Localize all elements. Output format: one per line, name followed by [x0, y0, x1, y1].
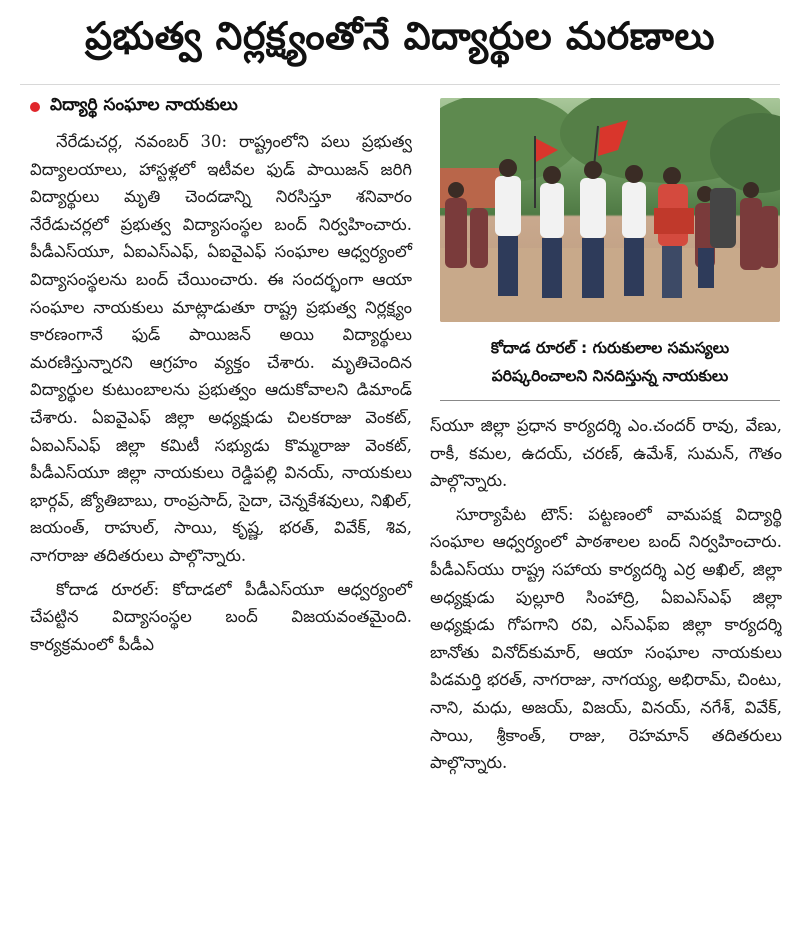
bullet-icon: [30, 102, 40, 112]
right-column: [430, 412, 782, 777]
protest-photo-icon: [440, 98, 780, 322]
headline-divider: [20, 84, 780, 85]
photo-caption: [440, 334, 780, 390]
article-paragraph: సూర్యాపేట టౌన్: పట్టణంలో వామపక్ష విద్యార్థి సంఘాల ఆధ్వర్యంలో పాఠశాలల బంద్ నిర్వహించారు. పీడీఎస్‌యు రాష్ట్ర సహాయ కార్యదర్శి ఎర్ర అఖిల్, జిల్లా అధ్యక్షుడు పుల్లూరి సింహాద్రి, ఏఐఎస్ఎఫ్ జిల్లా అధ్యక్షుడు గోపగాని రవి, ఎస్ఎఫ్ఐ జిల్లా కార్యదర్శి బానోతు వినోద్‌కుమార్, ఆయా సంఘాల నాయకులు పిడమర్తి భరత్, నాగరాజు, నాగయ్య, అభిరామ్, చింటు, నాని, మధు, అజయ్, విజయ్, వినయ్, నగేశ్, వివేక్, సాయి, శ్రీకాంత్, రాజు, రెహమాన్ తదితరులు పాల్గొన్నారు.: [430, 504, 782, 773]
left-column: [30, 128, 412, 658]
subheading: [30, 94, 410, 120]
caption-line: కోదాడ రూరల్ : గురుకులాల సమస్యలు: [490, 339, 730, 357]
news-photo: [440, 98, 780, 322]
caption-line: పరిష్కరించాలని నినదిస్తున్న నాయకులు: [491, 367, 729, 385]
article-paragraph: స్‌యూ జిల్లా ప్రధాన కార్యదర్శి ఎం.చందర్ రావు, వేణు, రాకీ, కమల, ఉదయ్, చరణ్, ఉమేశ్, సుమన్, గౌతం పాల్గొన్నారు.: [430, 416, 782, 491]
caption-divider: [440, 400, 780, 401]
article-paragraph: నేరేడుచర్ల, నవంబర్ 30: రాష్ట్రంలోని పలు ప్రభుత్వ విద్యాలయాలు, హాస్టళ్లలో ఇటీవల ఫుడ్ పాయిజన్ జరిగి విద్యార్థులు మృతి చెందడాన్ని నిరసిస్తూ శనివారం నేరేడుచర్లలో ప్రభుత్వ విద్యాసంస్థల బంద్ నిర్వహించారు. పీడీఎస్‌యూ, ఏఐఎస్ఎఫ్, ఏఐవైఎఫ్ సంఘాల ఆధ్వర్యంలో విద్యాసంస్థలను బంద్ చేయించారు. ఈ సందర్భంగా ఆయా సంఘాల నాయకులు మాట్లాడుతూ రాష్ట్ర ప్రభుత్వ నిర్లక్ష్యం కారణంగానే ఫుడ్ పాయిజన్ అయి విద్యార్థులు మరణిస్తున్నారని ఆగ్రహం వ్యక్తం చేశారు. మృతిచెందిన విద్యార్థుల కుటుంబాలను ప్రభుత్వం ఆదుకోవాలని డిమాండ్ చేశారు. ఏఐవైఎఫ్ జిల్లా అధ్యక్షుడు చిలకరాజు వెంకట్, ఏఐఎస్ఎఫ్ జిల్లా కమిటీ సభ్యుడు కొమ్మరాజు వెంకట్, పీడీఎస్‌యూ జిల్లా నాయకులు రెడ్డిపల్లి వినయ్, నాయకులు భార్గవ్, జ్యోతిబాబు, రాంప్రసాద్, సైదా, చెన్నకేశవులు, నిఖిల్, జయంత్, రాహుల్, సాయి, కృష్ణ, భరత్, వివేక్, శివ, నాగరాజు తదితరులు పాల్గొన్నారు.: [30, 132, 412, 565]
headline: ప్రభుత్వ నిర్లక్ష్యంతోనే విద్యార్థుల మరణాలు: [84, 14, 716, 58]
subheading-text: విద్యార్థి సంఘాల నాయకులు: [50, 95, 238, 115]
article-paragraph: కోదాడ రూరల్: కోదాడలో పీడీఎస్‌యూ ఆధ్వర్యంలో చేపట్టిన విద్యాసంస్థల బంద్ విజయవంతమైంది. కార్యక్రమంలో పీడీఎ: [30, 579, 412, 654]
